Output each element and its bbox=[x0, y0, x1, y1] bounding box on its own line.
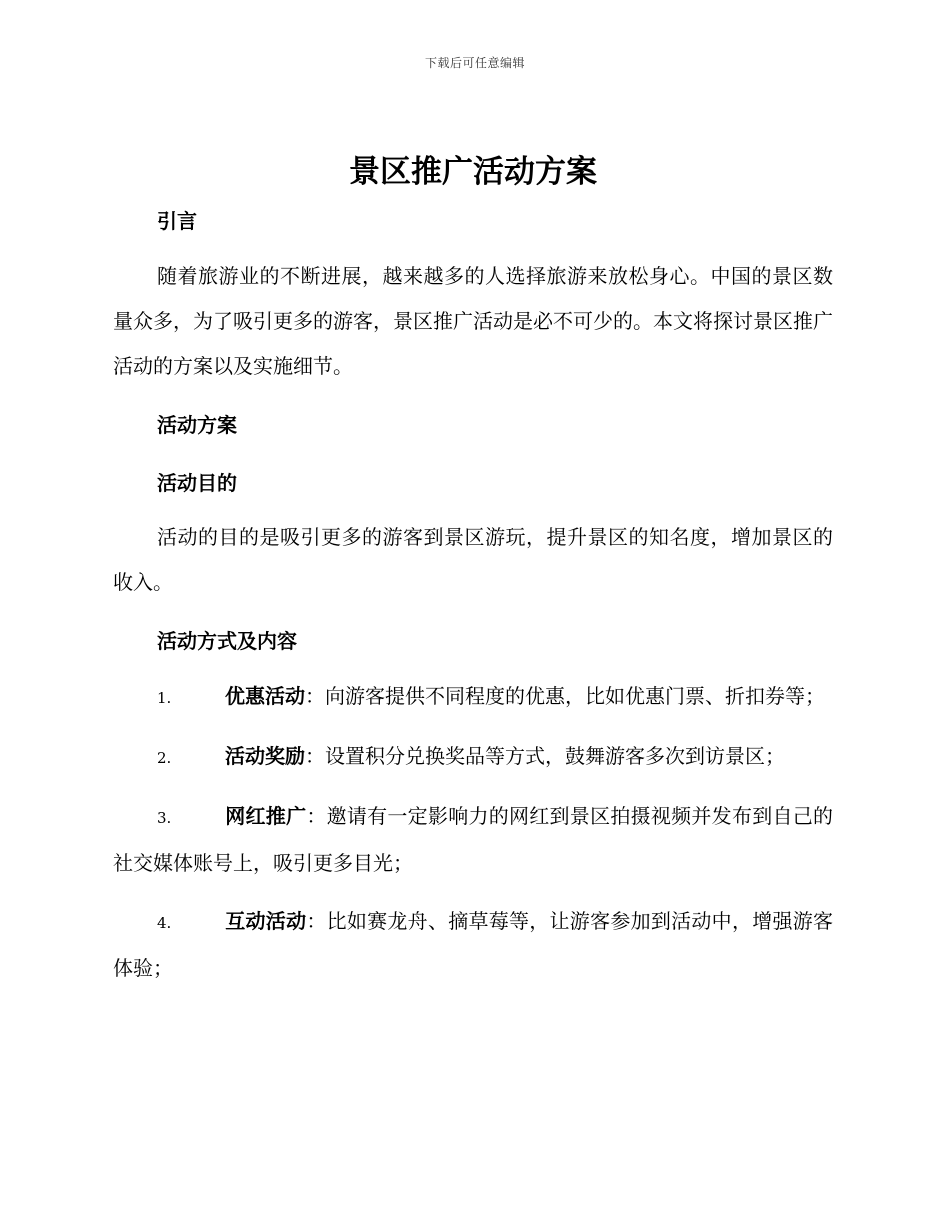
list-item-label: 优惠活动 bbox=[225, 684, 305, 708]
list-item-text: ：向游客提供不同程度的优惠，比如优惠门票、折扣券等； bbox=[305, 684, 825, 708]
list-item-number: 1. bbox=[157, 689, 172, 707]
list-item bbox=[113, 899, 833, 991]
list-item bbox=[113, 794, 833, 886]
document-title: 景区推广活动方案 bbox=[349, 154, 597, 190]
list-item-label: 互动活动 bbox=[225, 909, 307, 933]
section-heading-purpose: 活动目的 bbox=[157, 471, 237, 495]
intro-paragraph: 随着旅游业的不断进展，越来越多的人选择旅游来放松身心。中国的景区数量众多，为了吸引更多的游客，景区推广活动是必不可少的。本文将探讨景区推广活动的方案以及实施细节。 bbox=[113, 264, 833, 378]
section-heading-intro: 引言 bbox=[157, 209, 197, 233]
list-item-label: 活动奖励 bbox=[225, 744, 305, 768]
list-item bbox=[113, 674, 833, 721]
list-item-number: 4. bbox=[157, 914, 172, 932]
list-item-label: 网红推广 bbox=[225, 804, 307, 828]
document-body bbox=[113, 148, 833, 991]
section-heading-plan: 活动方案 bbox=[157, 413, 237, 437]
list-item-number: 3. bbox=[157, 809, 172, 827]
list-item-text: ：设置积分兑换奖品等方式，鼓舞游客多次到访景区； bbox=[305, 744, 785, 768]
list-item-number: 2. bbox=[157, 749, 172, 767]
list-item-text: ：比如赛龙舟、摘草莓等，让游客参加到活动中，增强游客体验； bbox=[113, 909, 834, 980]
list-item bbox=[113, 734, 833, 781]
section-heading-method: 活动方式及内容 bbox=[157, 629, 297, 653]
purpose-paragraph: 活动的目的是吸引更多的游客到景区游玩，提升景区的知名度，增加景区的收入。 bbox=[113, 525, 833, 594]
list-item-text: ：邀请有一定影响力的网红到景区拍摄视频并发布到自己的社交媒体账号上，吸引更多目光； bbox=[113, 804, 834, 875]
page-header-note: 下载后可任意编辑 bbox=[424, 56, 525, 70]
